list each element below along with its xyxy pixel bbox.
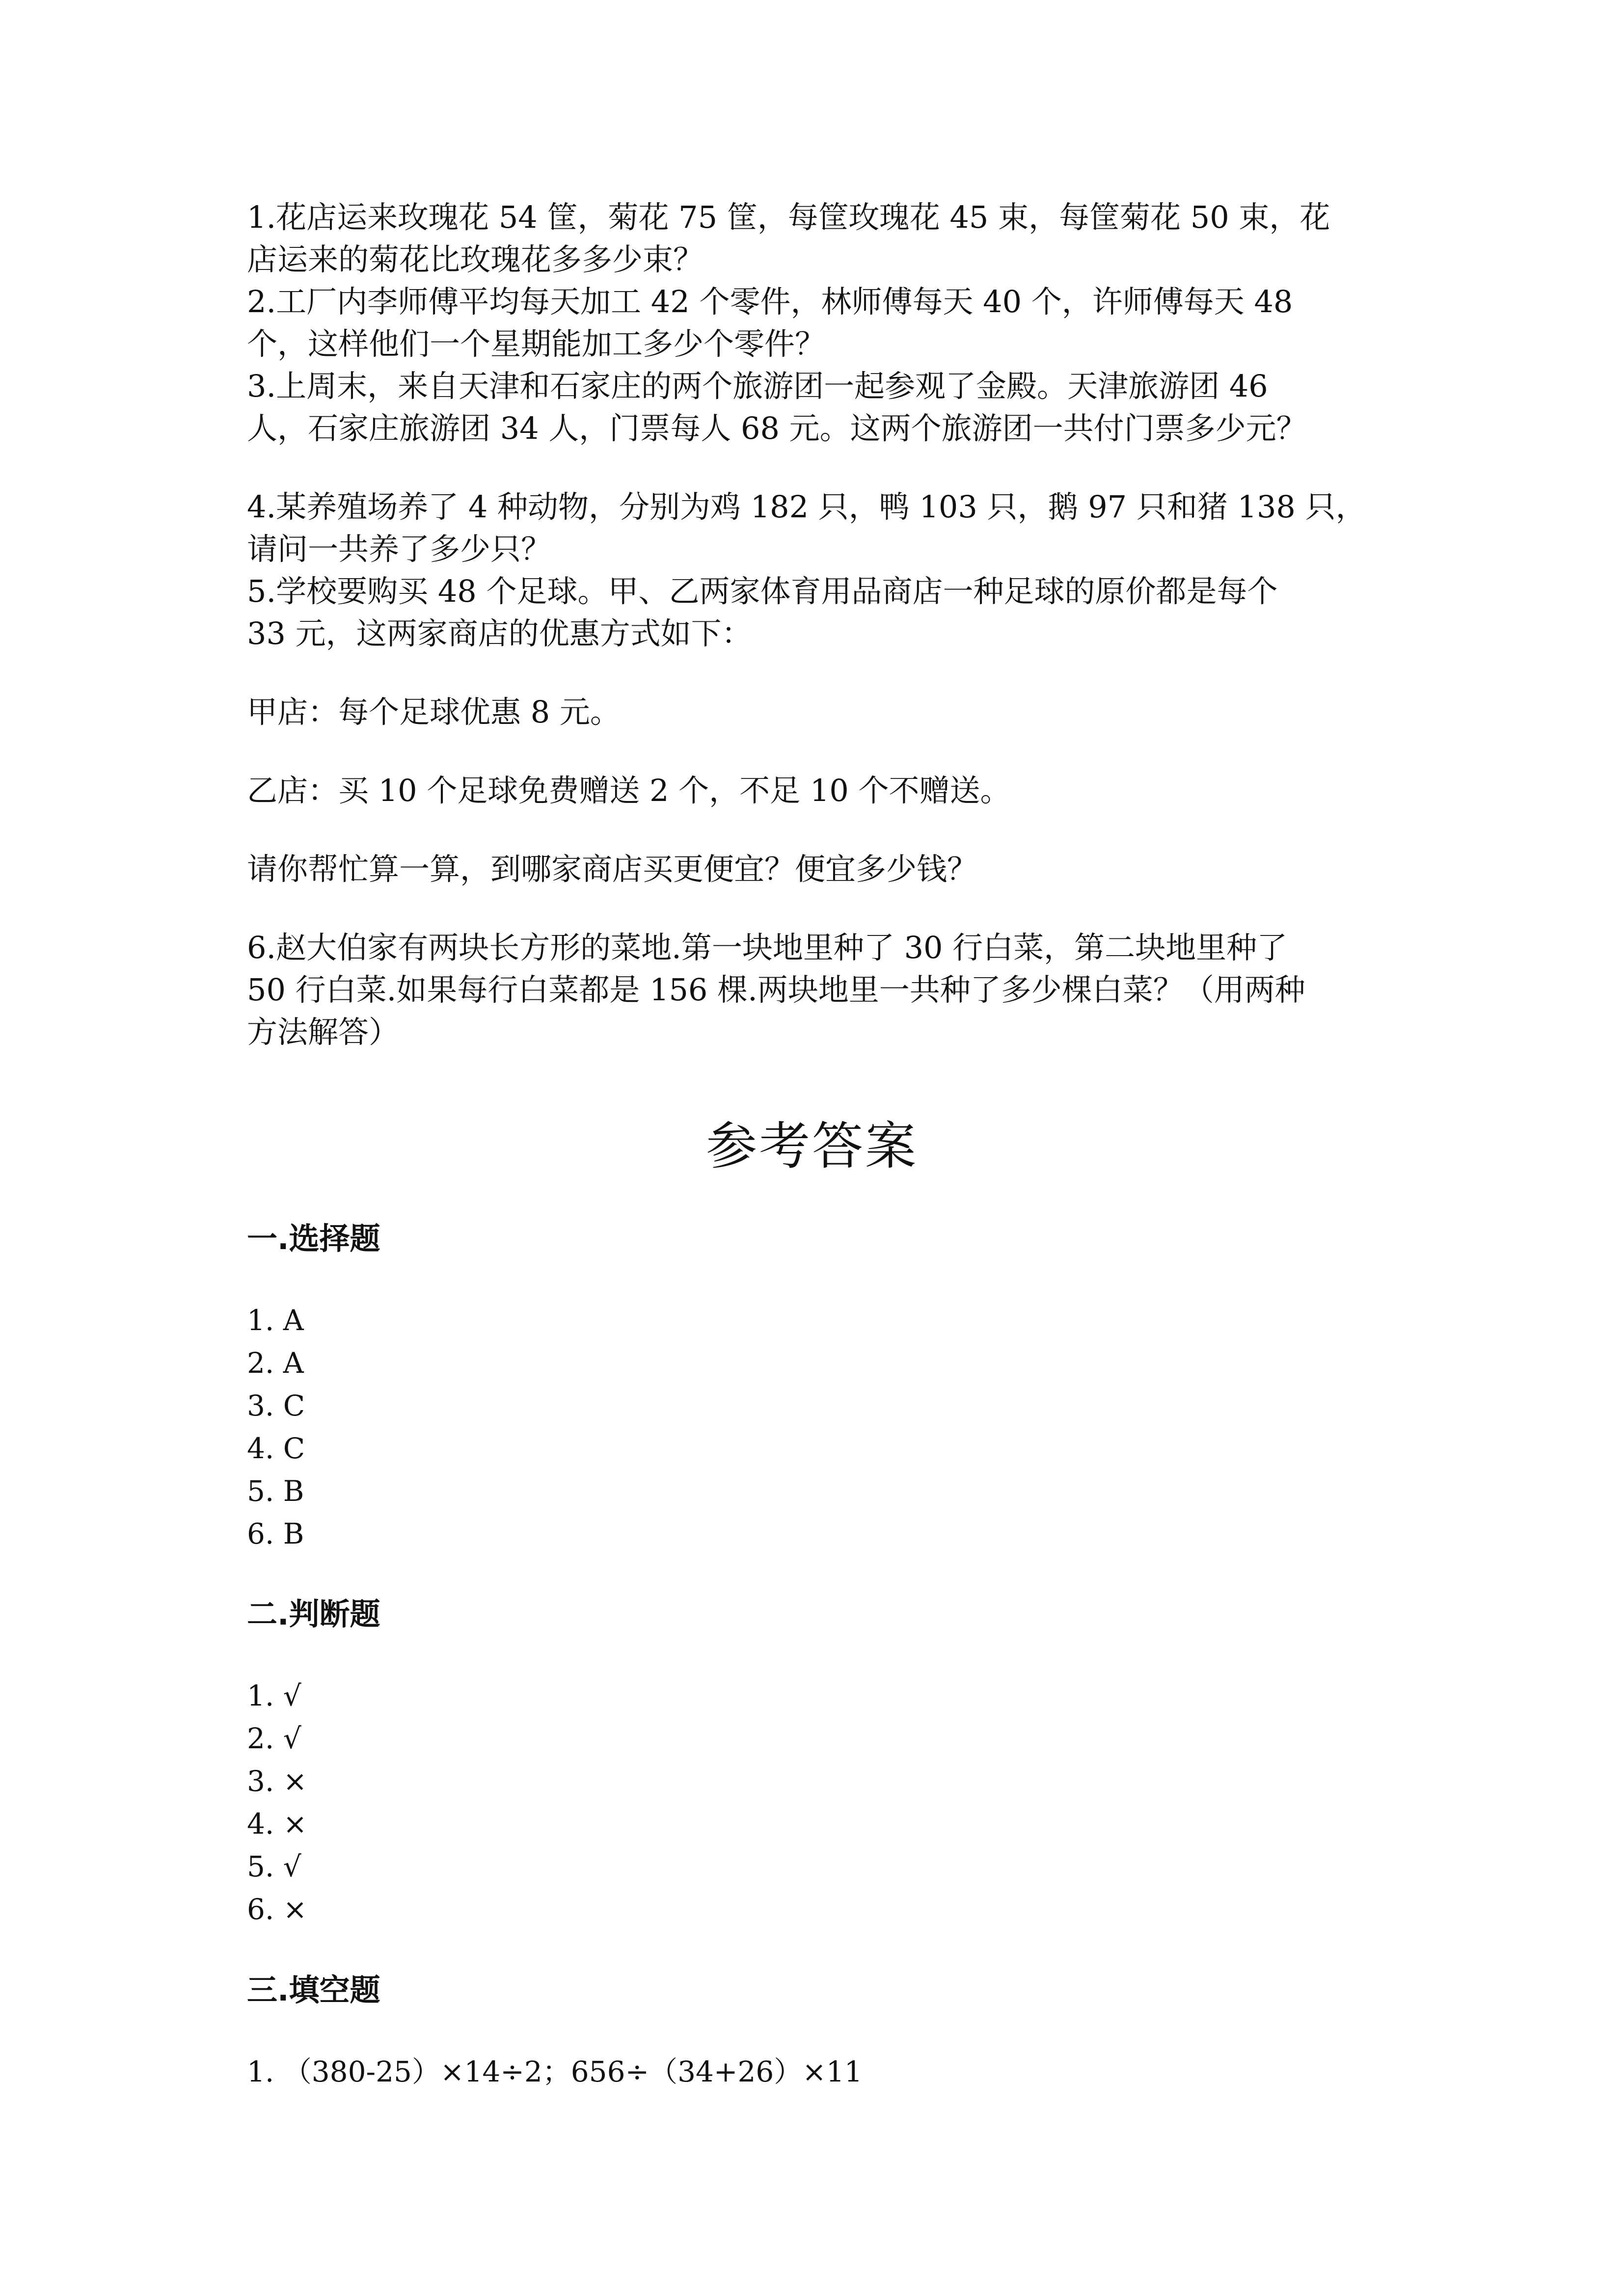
- problem-line: 方法解答）: [247, 1014, 400, 1050]
- answer-item: 1. A: [247, 1304, 304, 1337]
- problem-line: 5.学校要购买 48 个足球。甲、乙两家体育用品商店一种足球的原价都是每个: [247, 573, 1278, 609]
- spacer: [247, 890, 1391, 927]
- answer-item: 1. √: [247, 1679, 301, 1712]
- problem-4: [247, 486, 1391, 570]
- shop-b-offer: 乙店：买 10 个足球免费赠送 2 个，不足 10 个不赠送。: [247, 773, 1011, 808]
- answer-item: 5. √: [247, 1850, 301, 1883]
- answer-list-fill-blank: [247, 2051, 863, 2093]
- spacer: [247, 655, 1391, 691]
- answer-item: 6. B: [247, 1517, 304, 1550]
- shop-a-offer: 甲店：每个足球优惠 8 元。: [247, 694, 621, 730]
- problem-line: 33 元，这两家商店的优惠方式如下：: [247, 615, 752, 651]
- answers-title: 参考答案: [705, 1116, 918, 1176]
- section-title-judgment: 二.判断题: [247, 1596, 380, 1632]
- problem-line: 1.花店运来玫瑰花 54 筐，菊花 75 筐，每筐玫瑰花 45 束，每筐菊花 50 束，花: [247, 199, 1330, 235]
- answer-item: 1. （380-25）×14÷2；656÷（34+26）×11: [247, 2055, 863, 2088]
- problem-5-question: 请你帮忙算一算，到哪家商店买更便宜？便宜多少钱？: [247, 851, 978, 887]
- problem-3: [247, 365, 1391, 450]
- answer-item: 3. C: [247, 1389, 305, 1422]
- answer-item: 2. A: [247, 1346, 304, 1380]
- answer-item: 5. B: [247, 1474, 304, 1508]
- spacer: [247, 733, 1391, 770]
- problem-line: 请问一共养了多少只？: [247, 531, 552, 567]
- answer-item: 3. ×: [247, 1764, 307, 1798]
- problem-6: [247, 927, 1391, 1053]
- problem-line: 3.上周末，来自天津和石家庄的两个旅游团一起参观了金殿。天津旅游团 46: [247, 368, 1268, 404]
- problem-line: 人，石家庄旅游团 34 人，门票每人 68 元。这两个旅游团一共付门票多少元？: [247, 410, 1307, 446]
- problem-1: [247, 196, 1391, 281]
- problem-line: 店运来的菊花比玫瑰花多多少束？: [247, 241, 704, 277]
- spacer: [247, 812, 1391, 848]
- answer-item: 4. C: [247, 1432, 305, 1465]
- answer-item: 2. √: [247, 1722, 301, 1755]
- answer-list-choice: [247, 1299, 305, 1555]
- problem-line: 50 行白菜.如果每行白菜都是 156 棵.两块地里一共种了多少棵白菜？（用两种: [247, 972, 1305, 1008]
- problem-line: 4.某养殖场养了 4 种动物，分别为鸡 182 只，鸭 103 只，鹅 97 只和猪 138 只，: [247, 489, 1366, 525]
- spacer: [247, 450, 1391, 486]
- section-title-choice: 一.选择题: [247, 1221, 380, 1256]
- answer-item: 6. ×: [247, 1893, 307, 1926]
- problem-line: 6.赵大伯家有两块长方形的菜地.第一块地里种了 30 行白菜，第二块地里种了: [247, 930, 1288, 965]
- word-problems: [247, 196, 1391, 1053]
- problem-2: [247, 281, 1391, 365]
- problem-line: 2.工厂内李师傅平均每天加工 42 个零件，林师傅每天 40 个，许师傅每天 48: [247, 284, 1293, 320]
- problem-line: 个，这样他们一个星期能加工多少个零件？: [247, 326, 826, 362]
- answer-item: 4. ×: [247, 1807, 307, 1841]
- section-title-fill-blank: 三.填空题: [247, 1972, 380, 2008]
- answer-list-judgment: [247, 1675, 307, 1931]
- problem-5: [247, 570, 1391, 655]
